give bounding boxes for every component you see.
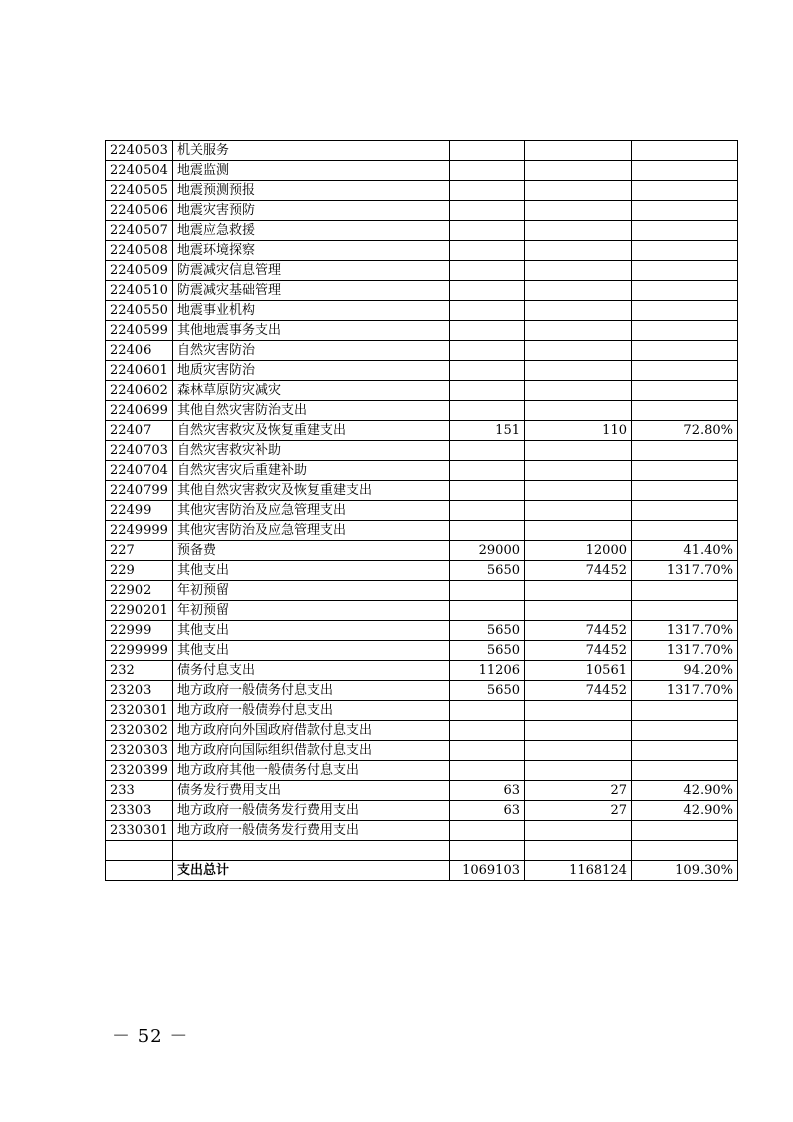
cell-value-3: 1317.70% <box>632 621 738 641</box>
cell-value-3 <box>632 381 738 401</box>
cell-value-2: 74452 <box>525 621 632 641</box>
cell-code: 2290201 <box>106 601 173 621</box>
table-row <box>106 541 738 561</box>
expenditure-table <box>105 140 738 881</box>
cell-code: 2240504 <box>106 161 173 181</box>
cell-value-1 <box>450 401 525 421</box>
cell-value-3 <box>632 441 738 461</box>
cell-value-1: 1069103 <box>450 861 525 881</box>
cell-code: 2240509 <box>106 261 173 281</box>
cell-name: 其他灾害防治及应急管理支出 <box>173 501 450 521</box>
cell-value-3: 1317.70% <box>632 641 738 661</box>
cell-value-2 <box>525 721 632 741</box>
cell-name: 年初预留 <box>173 601 450 621</box>
cell-name: 自然灾害防治 <box>173 341 450 361</box>
cell-value-1 <box>450 701 525 721</box>
cell-code: 2320302 <box>106 721 173 741</box>
cell-value-1: 11206 <box>450 661 525 681</box>
table-body <box>106 141 738 881</box>
cell-value-1 <box>450 501 525 521</box>
cell-name: 其他支出 <box>173 641 450 661</box>
cell-code: 22902 <box>106 581 173 601</box>
cell-value-2 <box>525 201 632 221</box>
cell-name: 地方政府向国际组织借款付息支出 <box>173 741 450 761</box>
cell-value-1 <box>450 321 525 341</box>
cell-value-2: 1168124 <box>525 861 632 881</box>
cell-name: 地方政府向外国政府借款付息支出 <box>173 721 450 741</box>
cell-value-2 <box>525 581 632 601</box>
cell-value-3 <box>632 141 738 161</box>
table-row <box>106 261 738 281</box>
cell-value-2 <box>525 401 632 421</box>
cell-value-2: 74452 <box>525 641 632 661</box>
cell-name: 地方政府一般债务发行费用支出 <box>173 801 450 821</box>
cell-value-3: 1317.70% <box>632 681 738 701</box>
cell-code: 2320301 <box>106 701 173 721</box>
table-row <box>106 161 738 181</box>
table-row <box>106 521 738 541</box>
cell-value-1 <box>450 141 525 161</box>
cell-value-2 <box>525 341 632 361</box>
cell-value-3 <box>632 761 738 781</box>
cell-name: 年初预留 <box>173 581 450 601</box>
cell-value-2 <box>525 141 632 161</box>
cell-value-2 <box>525 261 632 281</box>
cell-name <box>173 841 450 861</box>
cell-value-2: 10561 <box>525 661 632 681</box>
cell-value-1: 5650 <box>450 641 525 661</box>
cell-code: 22406 <box>106 341 173 361</box>
table-row <box>106 821 738 841</box>
cell-value-3 <box>632 501 738 521</box>
cell-code: 2240703 <box>106 441 173 461</box>
cell-value-1 <box>450 741 525 761</box>
table-row <box>106 181 738 201</box>
cell-value-3 <box>632 301 738 321</box>
cell-value-3 <box>632 241 738 261</box>
cell-value-1 <box>450 361 525 381</box>
cell-name: 防震减灾信息管理 <box>173 261 450 281</box>
cell-value-1 <box>450 241 525 261</box>
cell-value-2: 74452 <box>525 561 632 581</box>
cell-code: 2240507 <box>106 221 173 241</box>
table-row <box>106 361 738 381</box>
cell-value-1 <box>450 821 525 841</box>
cell-name: 债务付息支出 <box>173 661 450 681</box>
table-row <box>106 701 738 721</box>
cell-value-3 <box>632 741 738 761</box>
table-row <box>106 681 738 701</box>
cell-name: 其他支出 <box>173 561 450 581</box>
cell-code: 229 <box>106 561 173 581</box>
cell-name: 地方政府一般债券付息支出 <box>173 701 450 721</box>
table-row <box>106 501 738 521</box>
table-row <box>106 201 738 221</box>
cell-value-2 <box>525 381 632 401</box>
cell-name: 地方政府一般债务付息支出 <box>173 681 450 701</box>
cell-value-3 <box>632 361 738 381</box>
cell-value-1: 63 <box>450 801 525 821</box>
cell-value-2 <box>525 321 632 341</box>
table-row <box>106 481 738 501</box>
cell-code <box>106 841 173 861</box>
cell-code: 2240799 <box>106 481 173 501</box>
table-row <box>106 221 738 241</box>
cell-value-1 <box>450 221 525 241</box>
cell-value-1 <box>450 441 525 461</box>
cell-value-2 <box>525 521 632 541</box>
table-row <box>106 241 738 261</box>
table-row <box>106 281 738 301</box>
cell-code: 2240550 <box>106 301 173 321</box>
cell-name: 地震预测预报 <box>173 181 450 201</box>
cell-name: 地震应急救援 <box>173 221 450 241</box>
cell-value-2 <box>525 361 632 381</box>
cell-name: 地质灾害防治 <box>173 361 450 381</box>
cell-code: 232 <box>106 661 173 681</box>
table-row <box>106 461 738 481</box>
cell-code: 2249999 <box>106 521 173 541</box>
cell-code: 233 <box>106 781 173 801</box>
cell-value-3: 42.90% <box>632 781 738 801</box>
cell-code: 2240506 <box>106 201 173 221</box>
cell-name: 地震事业机构 <box>173 301 450 321</box>
cell-code: 2240508 <box>106 241 173 261</box>
cell-value-2: 110 <box>525 421 632 441</box>
table-row <box>106 381 738 401</box>
cell-code: 2240699 <box>106 401 173 421</box>
cell-value-1: 63 <box>450 781 525 801</box>
cell-code: 227 <box>106 541 173 561</box>
cell-code: 23203 <box>106 681 173 701</box>
cell-code: 2240602 <box>106 381 173 401</box>
cell-value-3: 41.40% <box>632 541 738 561</box>
cell-value-3 <box>632 341 738 361</box>
cell-value-3 <box>632 841 738 861</box>
table-row <box>106 761 738 781</box>
cell-value-3 <box>632 281 738 301</box>
cell-value-1 <box>450 301 525 321</box>
cell-value-3 <box>632 581 738 601</box>
cell-name: 地震监测 <box>173 161 450 181</box>
cell-value-1: 151 <box>450 421 525 441</box>
cell-value-2 <box>525 441 632 461</box>
cell-code: 2240510 <box>106 281 173 301</box>
cell-value-1: 5650 <box>450 681 525 701</box>
cell-value-1 <box>450 481 525 501</box>
cell-name: 自然灾害灾后重建补助 <box>173 461 450 481</box>
cell-value-3 <box>632 821 738 841</box>
cell-name: 地方政府一般债务发行费用支出 <box>173 821 450 841</box>
cell-value-2 <box>525 761 632 781</box>
cell-value-3 <box>632 521 738 541</box>
cell-value-3 <box>632 161 738 181</box>
cell-value-2 <box>525 741 632 761</box>
cell-value-3 <box>632 481 738 501</box>
cell-value-2 <box>525 281 632 301</box>
cell-value-2 <box>525 241 632 261</box>
cell-code: 22499 <box>106 501 173 521</box>
cell-name: 自然灾害救灾补助 <box>173 441 450 461</box>
cell-value-2: 27 <box>525 801 632 821</box>
table-row <box>106 721 738 741</box>
table-row <box>106 741 738 761</box>
cell-value-3: 42.90% <box>632 801 738 821</box>
cell-value-2 <box>525 821 632 841</box>
table-row <box>106 341 738 361</box>
cell-value-1 <box>450 581 525 601</box>
cell-value-1 <box>450 341 525 361</box>
table-row <box>106 641 738 661</box>
cell-value-3: 1317.70% <box>632 561 738 581</box>
table-row <box>106 841 738 861</box>
cell-name: 地震环境探察 <box>173 241 450 261</box>
table-row <box>106 661 738 681</box>
cell-code: 2299999 <box>106 641 173 661</box>
table-row <box>106 421 738 441</box>
cell-value-3: 94.20% <box>632 661 738 681</box>
cell-value-3 <box>632 401 738 421</box>
cell-value-3 <box>632 261 738 281</box>
cell-value-2: 27 <box>525 781 632 801</box>
cell-value-1 <box>450 281 525 301</box>
cell-name: 其他支出 <box>173 621 450 641</box>
cell-code: 2240505 <box>106 181 173 201</box>
cell-value-1 <box>450 721 525 741</box>
cell-code: 23303 <box>106 801 173 821</box>
cell-value-1: 5650 <box>450 561 525 581</box>
cell-code: 2320399 <box>106 761 173 781</box>
cell-code: 2330301 <box>106 821 173 841</box>
cell-value-2: 12000 <box>525 541 632 561</box>
cell-name: 森林草原防灾减灾 <box>173 381 450 401</box>
cell-value-2 <box>525 301 632 321</box>
cell-name: 其他自然灾害救灾及恢复重建支出 <box>173 481 450 501</box>
cell-value-2 <box>525 481 632 501</box>
cell-value-2 <box>525 181 632 201</box>
table-row <box>106 141 738 161</box>
cell-name: 机关服务 <box>173 141 450 161</box>
page-number: － 52 － <box>112 1026 189 1047</box>
cell-value-1 <box>450 381 525 401</box>
table-row <box>106 601 738 621</box>
table-row <box>106 321 738 341</box>
cell-value-1 <box>450 181 525 201</box>
cell-name: 其他灾害防治及应急管理支出 <box>173 521 450 541</box>
cell-code <box>106 861 173 881</box>
cell-value-2 <box>525 221 632 241</box>
cell-value-1: 5650 <box>450 621 525 641</box>
cell-code: 22999 <box>106 621 173 641</box>
table-row <box>106 781 738 801</box>
cell-name: 其他地震事务支出 <box>173 321 450 341</box>
cell-code: 2240601 <box>106 361 173 381</box>
cell-value-1 <box>450 601 525 621</box>
table-row <box>106 581 738 601</box>
cell-name: 预备费 <box>173 541 450 561</box>
cell-value-2 <box>525 701 632 721</box>
cell-value-3 <box>632 721 738 741</box>
cell-value-1 <box>450 461 525 481</box>
cell-value-3 <box>632 461 738 481</box>
cell-code: 22407 <box>106 421 173 441</box>
cell-value-2: 74452 <box>525 681 632 701</box>
cell-code: 2320303 <box>106 741 173 761</box>
cell-name: 自然灾害救灾及恢复重建支出 <box>173 421 450 441</box>
cell-value-2 <box>525 161 632 181</box>
cell-name: 债务发行费用支出 <box>173 781 450 801</box>
cell-value-2 <box>525 601 632 621</box>
cell-name: 地方政府其他一般债务付息支出 <box>173 761 450 781</box>
cell-code: 2240599 <box>106 321 173 341</box>
cell-value-1 <box>450 841 525 861</box>
cell-value-3 <box>632 321 738 341</box>
cell-name: 支出总计 <box>173 861 450 881</box>
cell-value-3: 72.80% <box>632 421 738 441</box>
table-row <box>106 301 738 321</box>
table-row <box>106 801 738 821</box>
cell-value-1: 29000 <box>450 541 525 561</box>
cell-value-1 <box>450 761 525 781</box>
cell-value-2 <box>525 841 632 861</box>
cell-code: 2240704 <box>106 461 173 481</box>
cell-name: 其他自然灾害防治支出 <box>173 401 450 421</box>
cell-value-1 <box>450 161 525 181</box>
table-row <box>106 621 738 641</box>
table-row <box>106 561 738 581</box>
table-row <box>106 441 738 461</box>
cell-value-3 <box>632 181 738 201</box>
table-total-row <box>106 861 738 881</box>
cell-value-1 <box>450 201 525 221</box>
cell-value-3 <box>632 601 738 621</box>
cell-value-2 <box>525 461 632 481</box>
cell-value-3 <box>632 701 738 721</box>
cell-name: 防震减灾基础管理 <box>173 281 450 301</box>
cell-value-1 <box>450 261 525 281</box>
cell-value-3: 109.30% <box>632 861 738 881</box>
table-row <box>106 401 738 421</box>
cell-value-2 <box>525 501 632 521</box>
cell-value-3 <box>632 201 738 221</box>
cell-code: 2240503 <box>106 141 173 161</box>
cell-value-1 <box>450 521 525 541</box>
cell-value-3 <box>632 221 738 241</box>
cell-name: 地震灾害预防 <box>173 201 450 221</box>
